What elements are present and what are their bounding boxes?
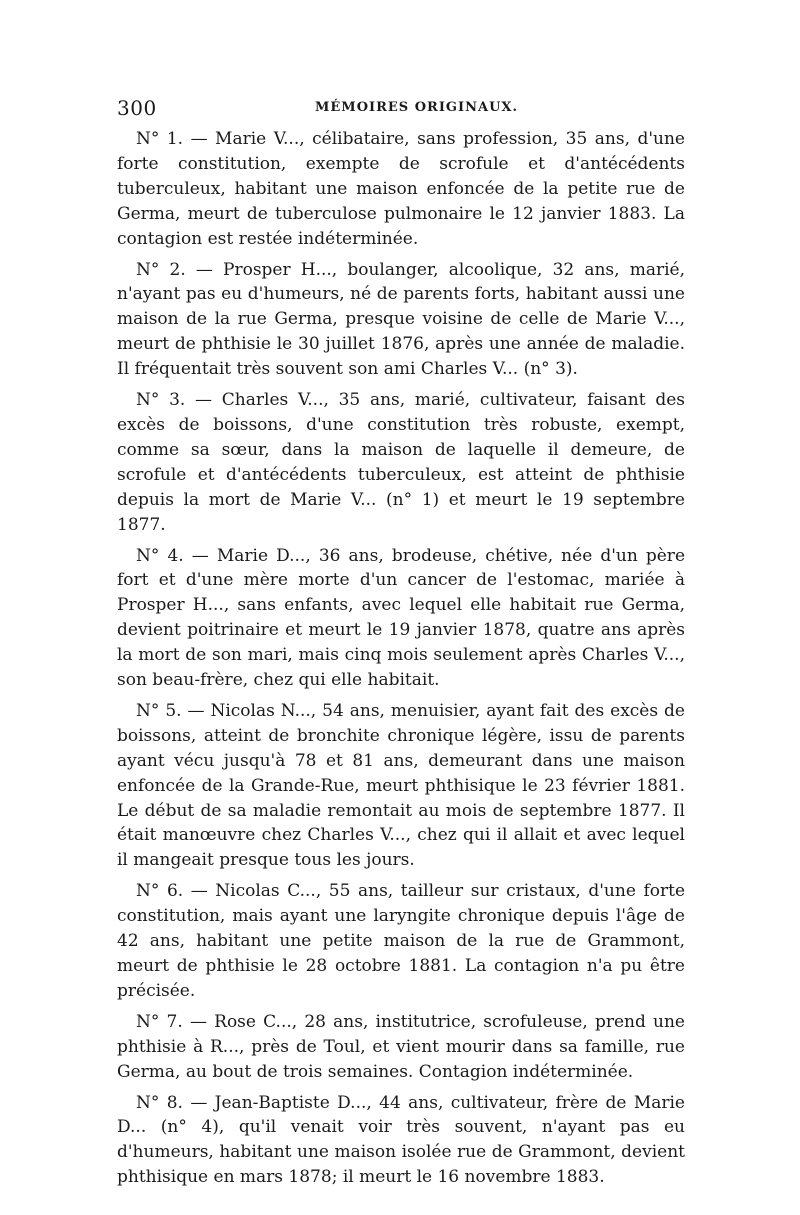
case-entry-6: N° 6. — Nicolas C..., 55 ans, tailleur sur cristaux, d'une forte constitution, mais ayant une laryngite chronique depuis l'âge de 42 ans, habitant une petite maison de la rue de Grammont, meurt de phthisie le 28 octobre 1881. La contagion n'a pu être précisée. (117, 881, 685, 1001)
case-entry-8: N° 8. — Jean-Baptiste D..., 44 ans, cultivateur, frère de Marie D... (n° 4), qu'il venait voir très souvent, n'ayant pas eu d'humeurs, habitant une maison isolée rue de Grammont, devient phthisique en mars 1878; il meurt le 16 novembre 1883. (117, 1092, 685, 1188)
case-entry-5: N° 5. — Nicolas N..., 54 ans, menuisier, ayant fait des excès de boissons, atteint de bronchite chronique légère, issu de parents ayant vécu jusqu'à 78 et 81 ans, demeurant dans une maison enfoncée de la Grande-Rue, meurt phthisique le 23 février 1881. Le début de sa maladie remontait au mois de septembre 1877. Il était manœuvre chez Charles V..., chez qui il allait et avec lequel il mangeait presque tous les jours. (117, 700, 685, 871)
case-entry-7: N° 7. — Rose C..., 28 ans, institutrice, scrofuleuse, prend une phthisie à R..., près de Toul, et vient mourir dans sa famille, rue Germa, au bout de trois semaines. Contagion indéterminée. (117, 1011, 685, 1082)
case-entry-1: N° 1. — Marie V..., célibataire, sans profession, 35 ans, d'une forte constitution, exempte de scrofule et d'antécédents tuberculeux, habitant une maison enfoncée de la petite rue de Germa, meurt de tuberculose pulmonaire le 12 janvier 1883. La contagion est restée indéterminée. (117, 129, 685, 249)
case-entry-3: N° 3. — Charles V..., 35 ans, marié, cultivateur, faisant des excès de boissons, d'une constitution très robuste, exempt, comme sa sœur, dans la maison de laquelle il demeure, de scrofule et d'antécédents tuberculeux, est atteint de phthisie depuis la mort de Marie V... (n° 1) et meurt le 19 septembre 1877. (117, 390, 685, 535)
running-head (117, 96, 687, 126)
case-entry-4: N° 4. — Marie D..., 36 ans, brodeuse, chétive, née d'un père fort et d'une mère morte d'un cancer de l'estomac, mariée à Prosper H..., sans enfants, avec lequel elle habitait rue Germa, devient poitrinaire et meurt le 19 janvier 1878, quatre ans après la mort de son mari, mais cinq mois seulement après Charles V..., son beau-frère, chez qui elle habitait. (117, 545, 685, 691)
case-entry-2: N° 2. — Prosper H..., boulanger, alcoolique, 32 ans, marié, n'ayant pas eu d'humeurs, né de parents forts, habitant aussi une maison de la rue Germa, presque voisine de celle de Marie V..., meurt de phthisie le 30 juillet 1876, après une année de maladie. Il fréquentait très souvent son ami Charles V... (n° 3). (117, 259, 685, 380)
body-text (117, 127, 685, 1196)
page-number: 300 (117, 96, 157, 120)
running-title: MÉMOIRES ORIGINAUX. (315, 100, 519, 115)
